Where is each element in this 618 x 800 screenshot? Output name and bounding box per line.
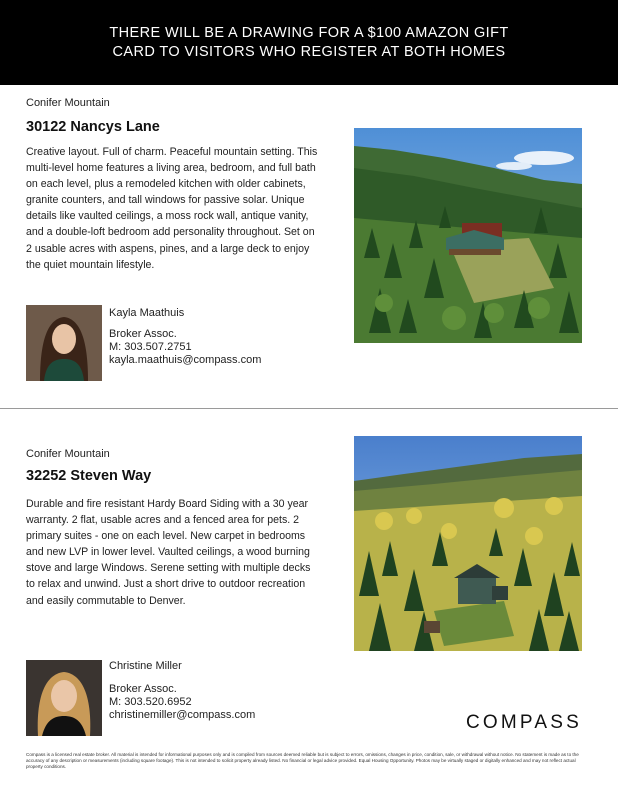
- agent-email[interactable]: kayla.maathuis@compass.com: [109, 354, 262, 366]
- listing-address: 32252 Steven Way: [26, 468, 152, 484]
- forest-home-photo: [354, 436, 582, 651]
- agent-name: Christine Miller: [109, 660, 182, 672]
- listing-description: Durable and fire resistant Hardy Board Siding with a 30 year warranty. 2 flat, usable acres and a fenced area for pets. 2 primary suites - one on each level. New carpet in bedrooms and new LVP in lower level. Vaulted ceilings, a wood burning stove and large Windows. Serene setting with multiple decks to relax and unwind. Just a short drive to outdoor recreation and easily commutable to Denver.: [26, 498, 311, 607]
- agent-portrait: [26, 660, 102, 736]
- agent-title: Broker Assoc.: [109, 683, 177, 695]
- agent-name: Kayla Maathuis: [109, 307, 185, 319]
- agent-phone[interactable]: M: 303.520.6952: [109, 696, 192, 708]
- listing-photo: [354, 128, 582, 343]
- compass-logo: COMPASS: [466, 712, 583, 733]
- listing-card: [0, 409, 618, 739]
- agent-title: Broker Assoc.: [109, 328, 177, 340]
- agent-portrait: [26, 305, 102, 381]
- agent-email[interactable]: christinemiller@compass.com: [109, 709, 256, 721]
- listing-photo: [354, 436, 582, 651]
- agent-contact: [109, 683, 255, 722]
- listing-area: Conifer Mountain: [26, 97, 110, 109]
- announcement-banner: [0, 0, 618, 85]
- agent-phone[interactable]: M: 303.507.2751: [109, 341, 192, 353]
- listing-card: [0, 85, 618, 408]
- agent-avatar: [26, 660, 102, 736]
- listing-address: 30122 Nancys Lane: [26, 119, 160, 135]
- listing-description: Creative layout. Full of charm. Peaceful mountain setting. This multi-level home features a living area, bedroom, and full bath on each level, plus a remodeled kitchen with older cabinets, granite counters, and tall windows for passive solar. Unique details like vaulted ceilings, a moss rock wall, antique vanity, and a double-loft bedroom add personality throughout. Set on 2 usable acres with aspens, pines, and a large deck to enjoy the quiet mountain lifestyle.: [26, 146, 318, 271]
- agent-avatar: [26, 305, 102, 381]
- agent-contact: [109, 328, 261, 367]
- mountain-home-photo: [354, 128, 582, 343]
- listing-area: Conifer Mountain: [26, 448, 110, 460]
- banner-text: THERE WILL BE A DRAWING FOR A $100 AMAZON GIFT CARD TO VISITORS WHO REGISTER AT BOTH HOMES: [109, 24, 509, 60]
- legal-disclaimer: Compass is a licensed real estate broker. All material is intended for informational purposes only and is compiled from sources deemed reliable but is subject to errors, omissions, changes in price, condition, sale, or withdrawal without notice. No statement is made as to the accuracy of any description or measurements (including square footage). This is not intended to solicit property already listed. No financial or legal advice provided. Equal Housing Opportunity. Photos may be virtually staged or digitally enhanced and may not reflect actual property conditions.: [26, 752, 579, 769]
